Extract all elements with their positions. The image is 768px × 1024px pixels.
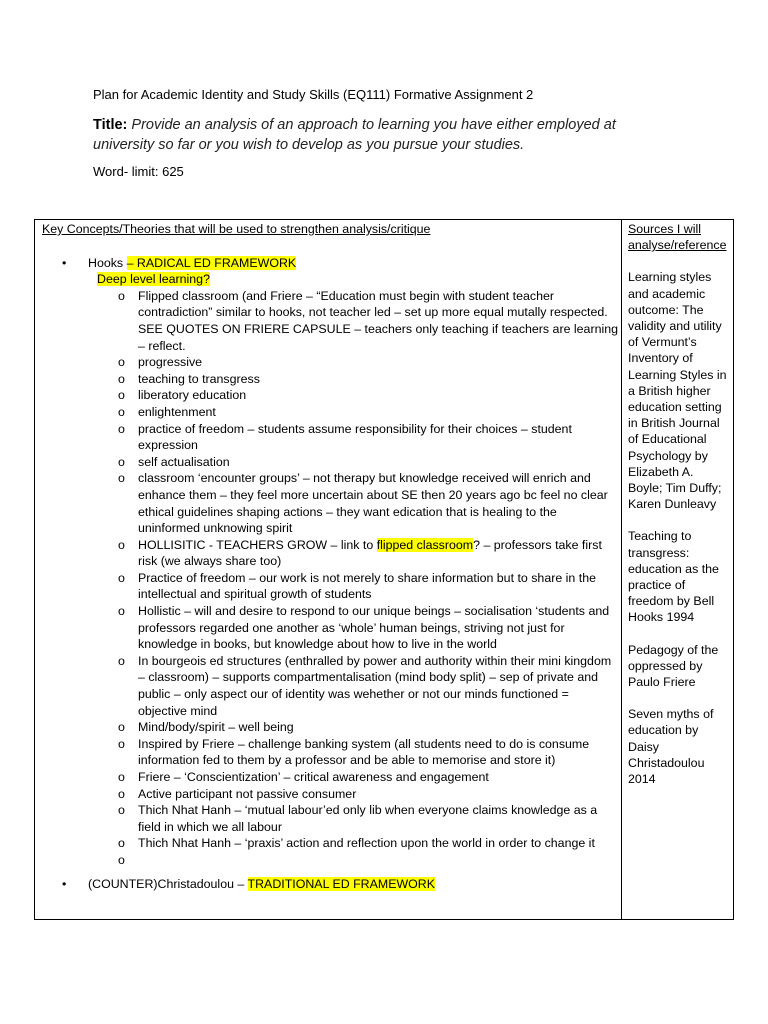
flipped-classroom-highlight: flipped classroom — [376, 537, 474, 552]
deep-level-learning — [97, 271, 620, 288]
key-concepts-column — [42, 221, 620, 892]
sub-list-item: o enlightenment — [138, 404, 620, 421]
sub-list-item: o Thich Nhat Hanh – ‘praxis’ action and reflection upon the world in order to change it — [138, 835, 620, 852]
sub-list-item: o self actualisation — [138, 454, 620, 471]
holistic-text-before: HOLLISITIC - TEACHERS GROW – link to — [138, 537, 377, 552]
christadoulou-bullet-prefix: (COUNTER)Christadoulou – — [88, 876, 248, 891]
sub-list-item — [138, 537, 620, 570]
hooks-bullet-prefix: Hooks — [88, 255, 127, 270]
sources-column — [628, 221, 731, 787]
source-item: Teaching to transgress: education as the practice of freedom by Bell Hooks 1994 — [628, 529, 719, 625]
deep-level-highlight: Deep level learning? — [97, 272, 210, 287]
sub-list-item: o Mind/body/spirit – well being — [138, 719, 620, 736]
sub-list-item: o teaching to transgress — [138, 371, 620, 388]
hooks-sub-list — [42, 288, 620, 869]
sub-list-item: o classroom ‘encounter groups’ – not therapy but knowledge received will enrich and enhance them – they feel more uncertain about SE then 20 years ago bc feel no clear ethical guidelines shaping actions – they want edication that is healing to the uninformed unknowing spirit — [138, 470, 620, 536]
sub-list-item: o Inspired by Friere – challenge banking system (all students need to do is consume information fed to them by a professor and be able to memorise and store it) — [138, 736, 620, 769]
title-label: Title: — [93, 117, 128, 133]
key-concepts-header: Key Concepts/Theories that will be used to strengthen analysis/critique — [42, 222, 431, 236]
sub-list-item: o liberatory education — [138, 387, 620, 404]
sub-list-item: o Practice of freedom – our work is not merely to share information but to share in the intellectual and spiritual growth of students — [138, 570, 620, 603]
hooks-bullet — [42, 255, 620, 272]
assignment-title — [93, 115, 653, 155]
sub-list-item: o progressive — [138, 354, 620, 371]
sub-list-item: o practice of freedom – students assume responsibility for their choices – student expression — [138, 421, 620, 454]
radical-framework-highlight: – RADICAL ED FRAMEWORK — [126, 255, 297, 270]
christadoulou-bullet — [42, 876, 620, 893]
sub-list-item: o Flipped classroom (and Friere – “Education must begin with student teacher contradiction” similar to hooks, not teacher led – set up more equal mutally respected. SEE QUOTES ON FRIERE CAPSULE – teachers only teaching if teachers are learning – reflect. — [138, 288, 620, 354]
source-item: Learning styles and academic outcome: The validity and utility of Vermunt’s Inventory of Learning Styles in a British higher education setting in British Journal of Educational Psychology by Elizabeth A. Boyle; Tim Duffy; Karen Dunleavy — [628, 270, 727, 512]
traditional-framework-highlight: TRADITIONAL ED FRAMEWORK — [247, 876, 436, 891]
column-divider — [621, 220, 622, 919]
sub-list-item — [138, 852, 620, 869]
sources-header: Sources I will analyse/reference — [628, 222, 727, 253]
sub-list-item: o Friere – ‘Conscientization’ – critical awareness and engagement — [138, 769, 620, 786]
holistic-text-after: ? – professors take first risk (we always share too) — [138, 537, 602, 569]
sub-list-item: o Active participant not passive consumer — [138, 786, 620, 803]
sub-list-item: o Hollistic – will and desire to respond to our unique beings – socialisation ‘students and professors regarded one another as ‘whole’ human beings, striving not just for knowledge in books, but knowledge about how to live in the world — [138, 603, 620, 653]
plan-table — [34, 219, 734, 920]
source-item: Pedagogy of the oppressed by Paulo Friere — [628, 642, 719, 690]
source-item: Seven myths of education by Daisy Christadoulou 2014 — [628, 707, 714, 787]
word-limit: Word- limit: 625 — [93, 164, 184, 179]
title-text: Provide an analysis of an approach to learning you have either employed at university so far or you wish to develop as you pursue your studies. — [93, 117, 616, 153]
sub-list-item: o In bourgeois ed structures (enthralled by power and authority within their mini kingdom – classroom) – supports compartmentalisation (mind body split) – sep of private and public – only aspect our of identity was wehether or not our minds functioned = objective mind — [138, 653, 620, 719]
sub-list-item: o Thich Nhat Hanh – ‘mutual labour’ed only lib when everyone claims knowledge as a field in which we all labour — [138, 802, 620, 835]
document-heading: Plan for Academic Identity and Study Skills (EQ111) Formative Assignment 2 — [93, 87, 534, 102]
